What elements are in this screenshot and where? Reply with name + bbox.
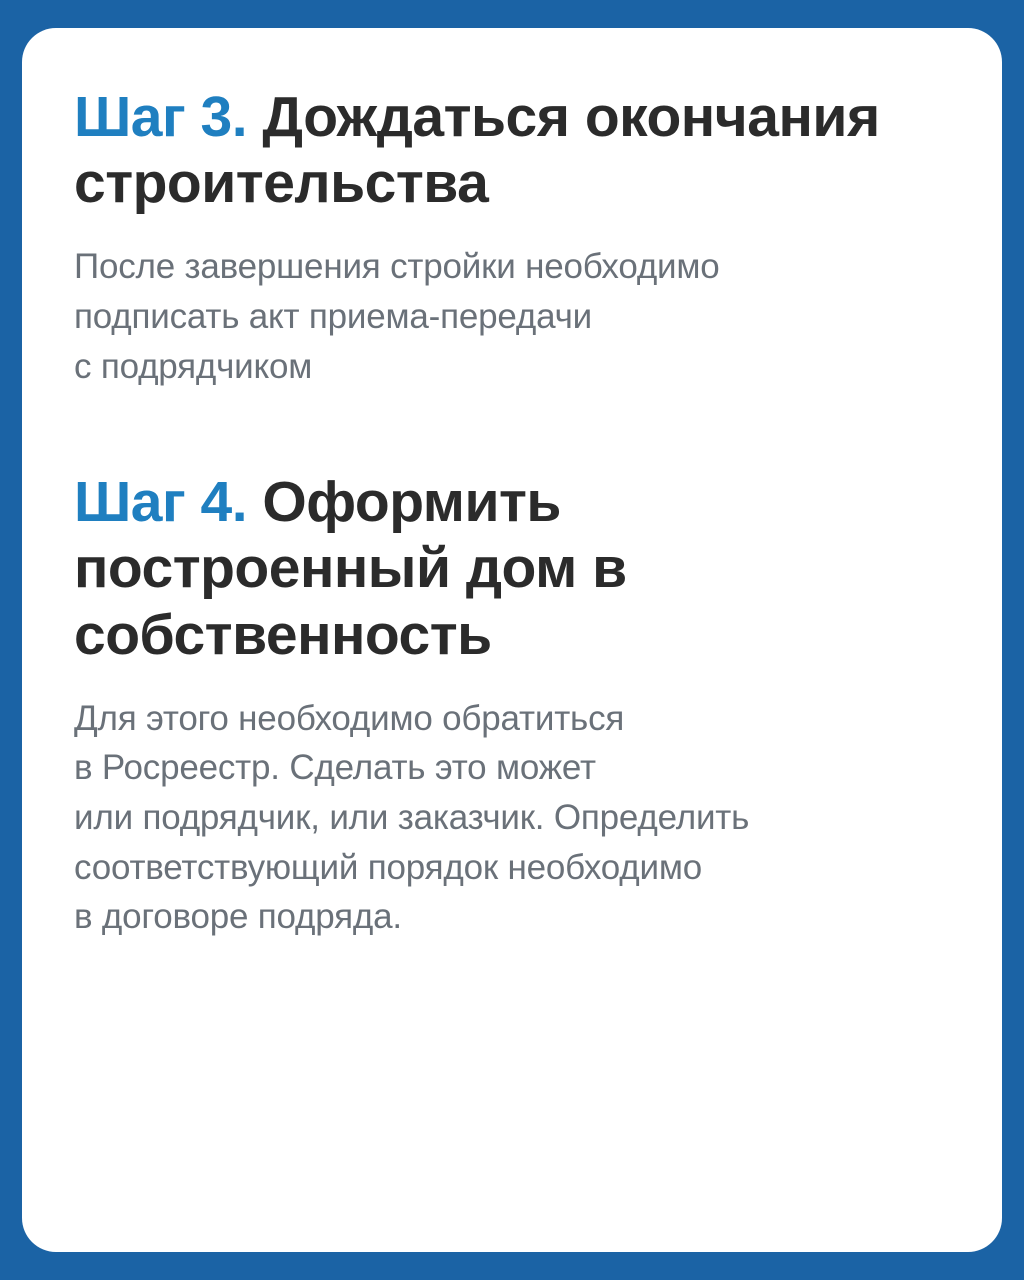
step-4-label: Шаг 4. (74, 470, 248, 535)
paragraph-line: в Росреестр. Сделать это может (74, 748, 596, 788)
paragraph-line: После завершения стройки необходимо (74, 247, 720, 287)
paragraph-line: или подрядчик, или заказчик. Определить (74, 797, 750, 837)
step-3-heading (74, 84, 940, 216)
paragraph-line: в договоре подряда. (74, 897, 402, 937)
step-3-label: Шаг 3. (74, 85, 248, 149)
paragraph-line: Для этого необходимо обратиться (74, 698, 625, 738)
step-block-3 (74, 84, 940, 391)
paragraph-line: соответствующий порядок необходимо (74, 847, 702, 887)
step-4-title: Оформить построенный дом в собственность (74, 470, 627, 667)
step-block-4 (74, 469, 940, 942)
step-4-heading (74, 469, 940, 667)
step-4-paragraph (74, 694, 940, 942)
paragraph-line: с подрядчиком (74, 346, 313, 386)
step-3-title: Дождаться окончания строительства (74, 85, 880, 216)
paragraph-line: подписать акт приема-передачи (74, 296, 592, 336)
step-3-paragraph (74, 242, 940, 391)
content-card (22, 28, 1002, 1252)
